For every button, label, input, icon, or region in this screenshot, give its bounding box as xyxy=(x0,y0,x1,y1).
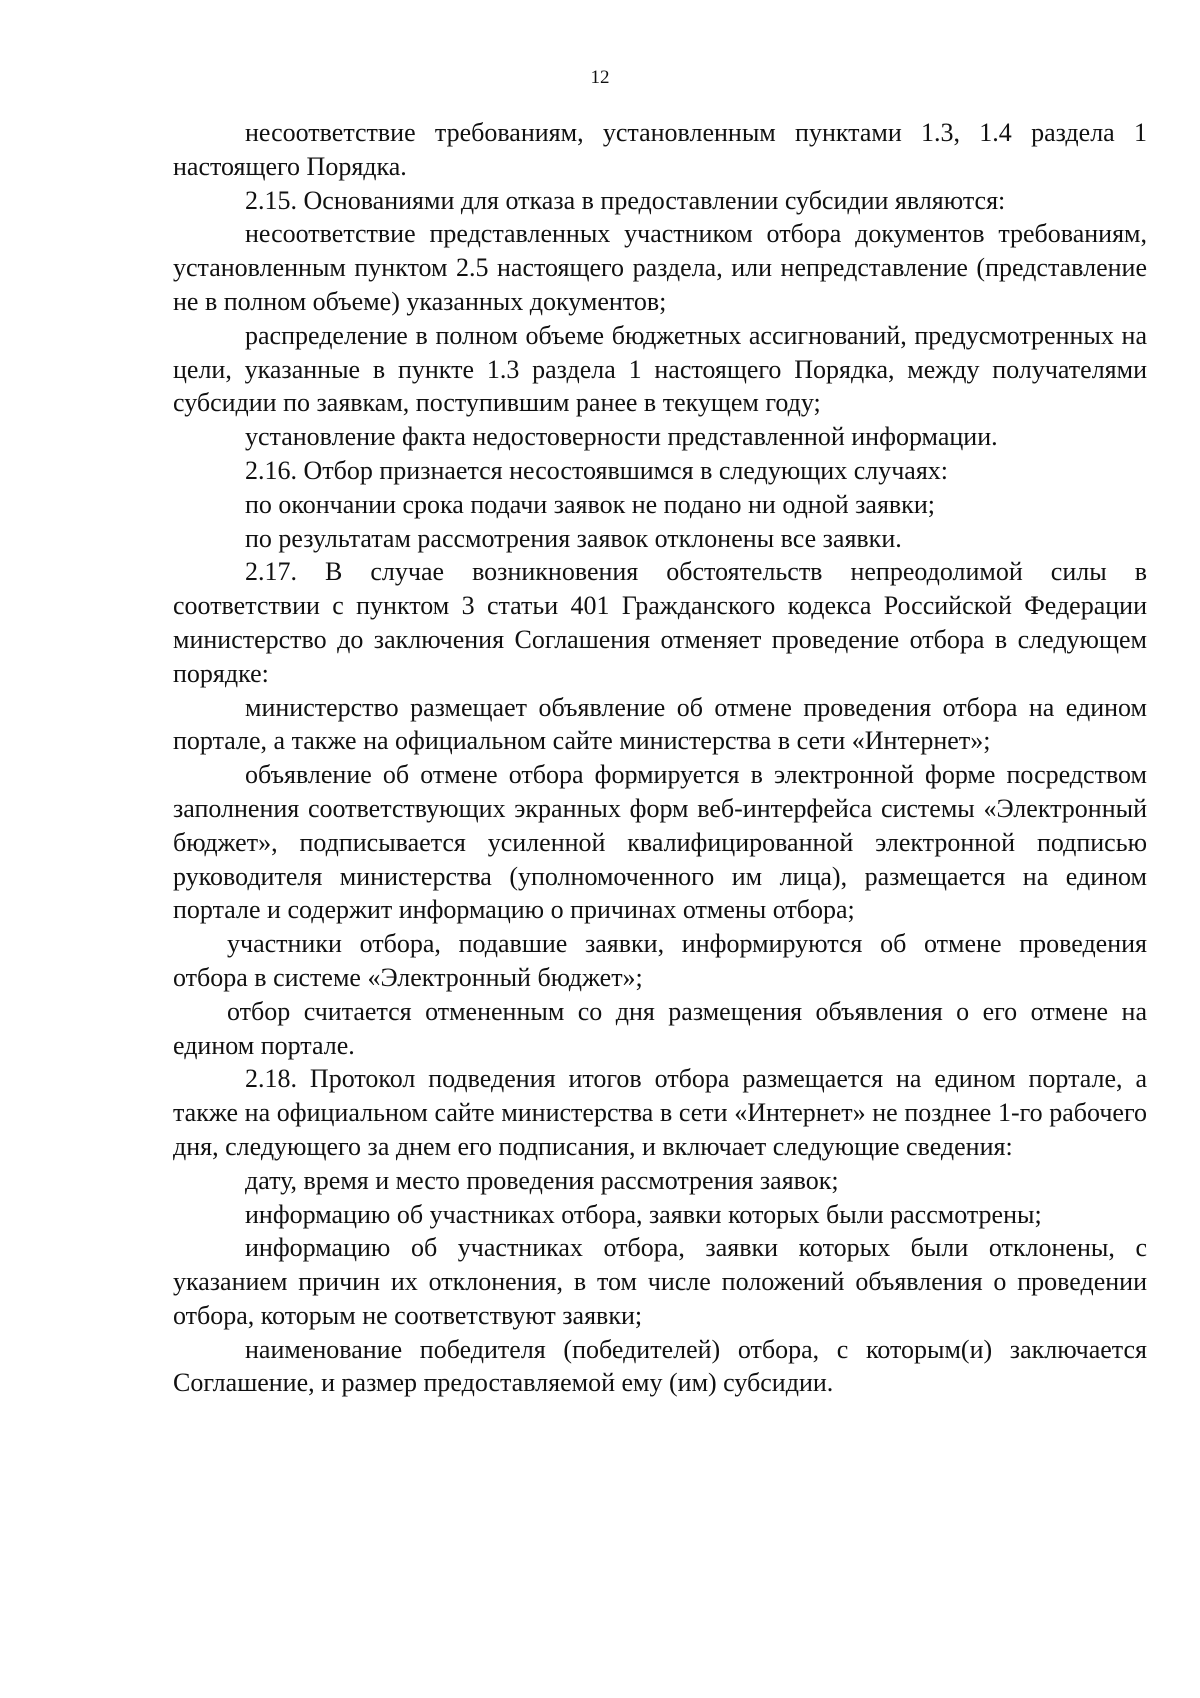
paragraph-budget-allocation: распределение в полном объеме бюджетных ассигнований, предусмотренных на цели, указанные в пункте 1.3 раздела 1 настоящего Порядка, между получателями субсидии по заявкам, поступившим ранее в текущем году; xyxy=(173,320,1147,418)
paragraph-no-applications: по окончании срока подачи заявок не подано ни одной заявки; xyxy=(245,489,935,519)
page-number: 12 xyxy=(590,67,610,88)
document-body xyxy=(173,116,1147,1400)
paragraph-winner-name: наименование победителя (победителей) отбора, с которым(и) заключается Соглашение, и размер предоставляемой ему (им) субсидии. xyxy=(173,1334,1147,1398)
paragraph-cancellation-notice: министерство размещает объявление об отмене проведения отбора на едином портале, а также на официальном сайте министерства в сети «Интернет»; xyxy=(173,692,1147,756)
paragraph-all-rejected: по результатам рассмотрения заявок отклонены все заявки. xyxy=(245,523,902,553)
paragraph-2-15-refusal-grounds: 2.15. Основаниями для отказа в предоставлении субсидии являются: xyxy=(245,185,1006,215)
paragraph-review-date: дату, время и место проведения рассмотрения заявок; xyxy=(245,1165,839,1195)
paragraph-false-information: установление факта недостоверности представленной информации. xyxy=(245,422,998,452)
paragraph-cancellation-form: объявление об отмене отбора формируется в электронной форме посредством заполнения соответствующих экранных форм веб-интерфейса системы «Электронный бюджет», подписывается усиленной квалифицированной электронной подписью руководителя министерства (уполномоченного им лица), размещается на едином портале и содержит информацию о причинах отмены отбора; xyxy=(173,760,1147,925)
paragraph-2-18-protocol: 2.18. Протокол подведения итогов отбора размещается на едином портале, а также на официальном сайте министерства в сети «Интернет» не позднее 1-го рабочего дня, следующего за днем его подписания, и включает следующие сведения: xyxy=(173,1064,1147,1161)
paragraph-2-16-failed-selection: 2.16. Отбор признается несостоявшимся в следующих случаях: xyxy=(245,455,949,485)
paragraph-reviewed-participants: информацию об участниках отбора, заявки которых были рассмотрены; xyxy=(245,1199,1042,1229)
paragraph-selection-cancelled: отбор считается отмененным со дня размещения объявления о его отмене на едином портале. xyxy=(173,996,1147,1060)
paragraph-requirements-noncompliance: несоответствие требованиям, установленным пунктами 1.3, 1.4 раздела 1 настоящего Порядка. xyxy=(173,118,1147,181)
paragraph-rejected-participants: информацию об участниках отбора, заявки которых были отклонены, с указанием причин их отклонения, в том числе положений объявления о проведении отбора, которым не соответствуют заявки; xyxy=(173,1233,1147,1330)
paragraph-2-17-force-majeure: 2.17. В случае возникновения обстоятельств непреодолимой силы в соответствии с пунктом 3 статьи 401 Гражданского кодекса Российской Федерации министерство до заключения Соглашения отменяет проведение отбора в следующем порядке: xyxy=(173,557,1147,688)
paragraph-documents-noncompliance: несоответствие представленных участником отбора документов требованиям, установленным пунктом 2.5 настоящего раздела, или непредставление (представление не в полном объеме) указанных документов; xyxy=(173,219,1147,316)
paragraph-participants-informed: участники отбора, подавшие заявки, информируются об отмене проведения отбора в системе «Электронный бюджет»; xyxy=(173,929,1147,992)
